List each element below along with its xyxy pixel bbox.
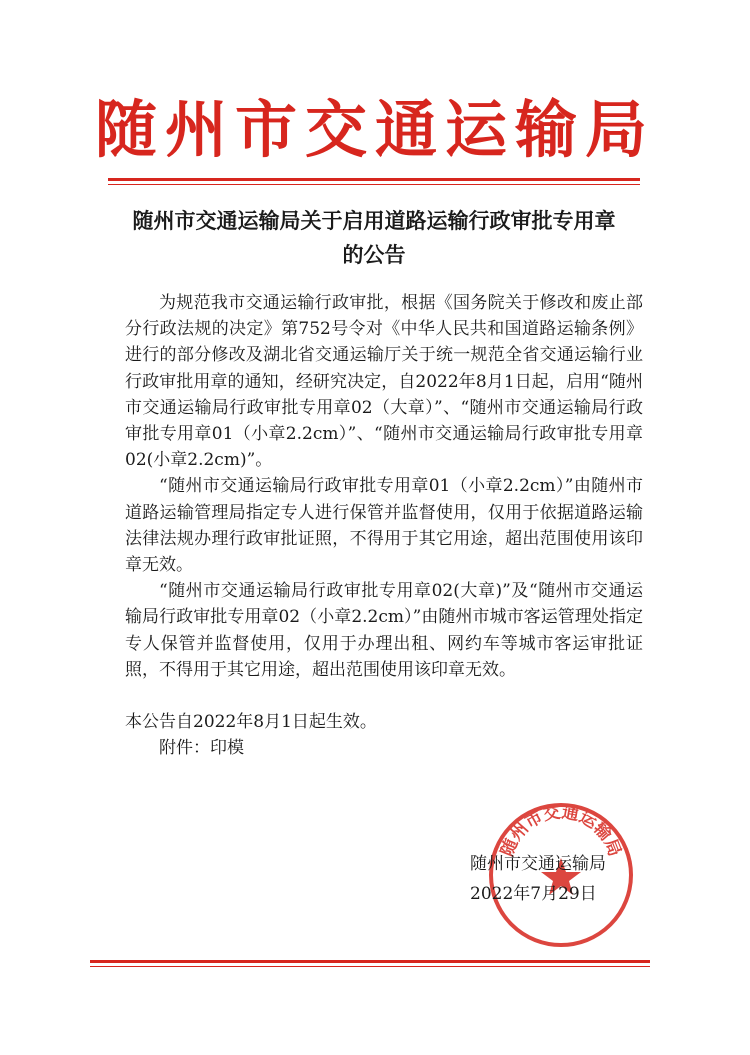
- body-paragraph-3: “随州市交通运输局行政审批专用章02(大章)”及“随州市交通运输局行政审批专用章02（小章2.2cm）”由随州市城市客运管理处指定专人保管并监督使用，仅用于办理出租、网约车等城市客运审批证照，不得用于其它用途，超出范围使用该印章无效。: [125, 581, 643, 680]
- effective-date-statement: 本公告自2022年8月1日起生效。: [125, 712, 377, 733]
- letterhead-red-rule: [108, 178, 640, 181]
- notice-body: [125, 290, 643, 761]
- paragraph-spacer: [125, 683, 643, 709]
- signature-date: 2022年7月29日: [470, 884, 597, 904]
- letterhead-red-rule-thin: [108, 184, 640, 185]
- signature-org: 随州市交通运输局: [470, 854, 606, 874]
- letterhead-org-name: 随州市交通运输局: [94, 93, 655, 166]
- signature-block: [470, 849, 606, 909]
- notice-title-line1: 随州市交通运输局关于启用道路运输行政审批专用章: [132, 209, 616, 233]
- notice-title: [108, 204, 640, 272]
- seal-text-path: 随州市交通运输局: [497, 802, 625, 860]
- footer-red-rule-thin: [90, 966, 650, 967]
- attachment-line: 附件：印模: [159, 738, 244, 759]
- body-paragraph-2: “随州市交通运输局行政审批专用章01（小章2.2cm）”由随州市道路运输管理局指定专人进行保管并监督使用，仅用于依据道路运输法律法规办理行政审批证照，不得用于其它用途，超出范围使用该印章无效。: [125, 476, 643, 576]
- footer-red-rule: [90, 960, 650, 963]
- body-paragraph-1: 为规范我市交通运输行政审批，根据《国务院关于修改和废止部分行政法规的决定》第752号令对《中华人民共和国道路运输条例》进行的部分修改及湖北省交通运输厅关于统一规范全省交通运输行业行政审批用章的通知，经研究决定，自2022年8月1日起，启用“随州市交通运输局行政审批专用章02（大章）”、“随州市交通运输局行政审批专用章01（小章2.2cm）”、“随州市交通运输局行政审批专用章02(小章2.2cm)”。: [125, 293, 643, 471]
- notice-title-line2: 的公告: [342, 243, 406, 267]
